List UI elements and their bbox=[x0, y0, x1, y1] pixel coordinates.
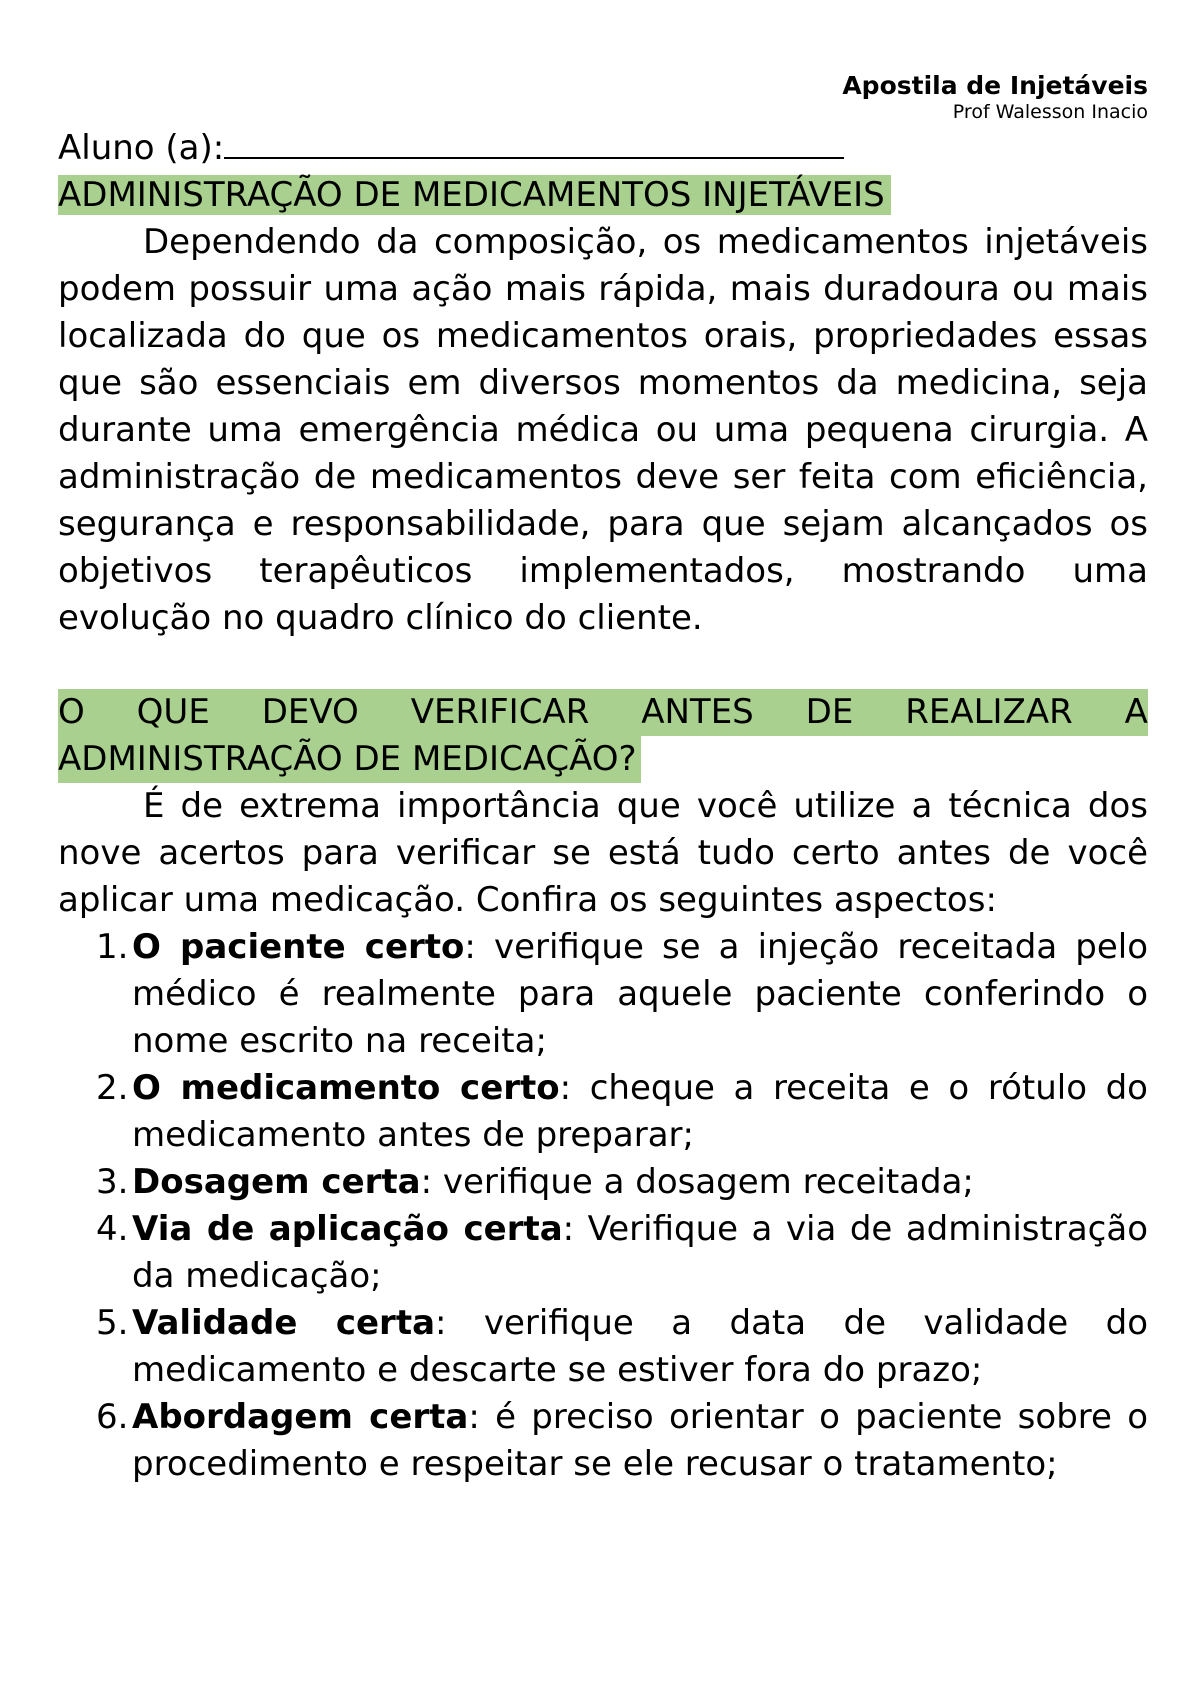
section1-heading-line bbox=[58, 172, 1148, 219]
section2-paragraph: É de extrema importância que você utilize a técnica dos nove acertos para verificar se está tudo certo antes de você aplicar uma medicação. Confira os seguintes aspectos: bbox=[58, 786, 1148, 920]
list-item-description: : verifique a data de validade do medicamento e descarte se estiver fora do prazo; bbox=[132, 1303, 1148, 1390]
student-name-blank bbox=[224, 127, 844, 159]
list-item bbox=[58, 1206, 1148, 1300]
heading-word: DEVO bbox=[261, 692, 359, 732]
heading-word: A bbox=[1124, 692, 1148, 732]
list-item-text bbox=[132, 1394, 1148, 1488]
list-item-title: Via de aplicação certa bbox=[132, 1209, 563, 1249]
student-label: Aluno (a): bbox=[58, 128, 225, 168]
list-item-description: : Verifique a via de administração da medicação; bbox=[132, 1209, 1148, 1296]
list-item-number: 3. bbox=[96, 1162, 129, 1202]
header-title: Apostila de Injetáveis bbox=[842, 71, 1148, 100]
document-page bbox=[58, 70, 1148, 1488]
list-item-number: 5. bbox=[96, 1303, 129, 1343]
list-item-title: O medicamento certo bbox=[132, 1068, 560, 1108]
list-item-number: 6. bbox=[96, 1397, 129, 1437]
paragraph-spacer bbox=[58, 642, 1148, 689]
list-item-text bbox=[132, 924, 1148, 1065]
list-item bbox=[58, 924, 1148, 1065]
list-item-description: : é preciso orientar o paciente sobre o procedimento e respeitar se ele recusar o tratamento; bbox=[132, 1397, 1149, 1484]
list-item-description: : cheque a receita e o rótulo do medicamento antes de preparar; bbox=[132, 1068, 1148, 1155]
list-item-description: : verifique se a injeção receitada pelo médico é realmente para aquele paciente conferindo o nome escrito na receita; bbox=[132, 927, 1148, 1061]
list-item-title: O paciente certo bbox=[132, 927, 465, 967]
section1-paragraph: Dependendo da composição, os medicamentos injetáveis podem possuir uma ação mais rápida, mais duradoura ou mais localizada do que os medicamentos orais, propriedades essas que são essenciais em diversos momentos da medicina, seja durante uma emergência médica ou uma pequena cirurgia. A administração de medicamentos deve ser feita com eficiência, segurança e responsabilidade, para que sejam alcançados os objetivos terapêuticos implementados, mostrando uma evolução no quadro clínico do cliente. bbox=[58, 222, 1148, 638]
list-item bbox=[58, 1065, 1148, 1159]
list-item-title: Validade certa bbox=[132, 1303, 436, 1343]
page-header bbox=[58, 70, 1148, 125]
list-item-number: 2. bbox=[96, 1068, 129, 1108]
heading-word: QUE bbox=[136, 692, 210, 732]
nine-rights-list bbox=[58, 924, 1148, 1488]
section2-heading bbox=[58, 689, 1148, 783]
heading-word: DE bbox=[805, 692, 854, 732]
list-item-text bbox=[132, 1065, 1148, 1159]
student-name-line bbox=[58, 125, 1148, 172]
section2-heading-line1 bbox=[58, 689, 1148, 736]
heading-word: REALIZAR bbox=[905, 692, 1073, 732]
heading-word: ANTES bbox=[641, 692, 754, 732]
list-item bbox=[58, 1159, 1148, 1206]
list-item-description: : verifique a dosagem receitada; bbox=[420, 1162, 974, 1202]
list-item bbox=[58, 1300, 1148, 1394]
list-item-number: 4. bbox=[96, 1209, 129, 1249]
heading-word: O bbox=[58, 692, 85, 732]
list-item-text bbox=[132, 1206, 1148, 1300]
list-item bbox=[58, 1394, 1148, 1488]
list-item-text bbox=[132, 1159, 1148, 1206]
list-item-number: 1. bbox=[96, 927, 129, 967]
header-subtitle: Prof Walesson Inacio bbox=[952, 101, 1148, 124]
list-item-title: Dosagem certa bbox=[132, 1162, 421, 1202]
list-item-text bbox=[132, 1300, 1148, 1394]
document-body bbox=[58, 125, 1148, 1488]
list-item-title: Abordagem certa bbox=[132, 1397, 469, 1437]
section2-heading-line2: ADMINISTRAÇÃO DE MEDICAÇÃO? bbox=[58, 736, 641, 783]
heading-word: VERIFICAR bbox=[410, 692, 590, 732]
section1-heading: ADMINISTRAÇÃO DE MEDICAMENTOS INJETÁVEIS bbox=[58, 175, 891, 215]
